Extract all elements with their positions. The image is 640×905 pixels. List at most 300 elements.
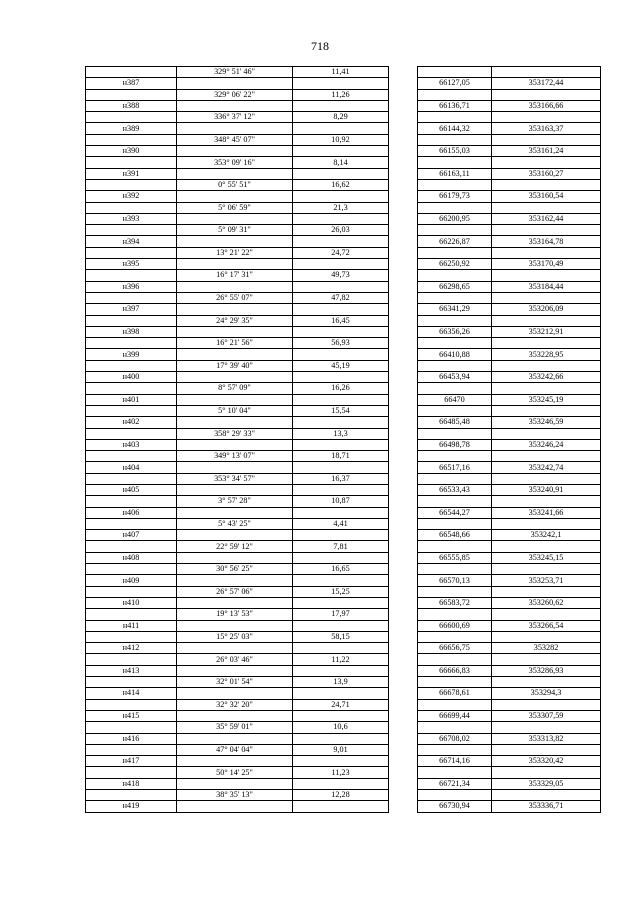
segment-row — [86, 790, 601, 801]
gap-cell — [389, 564, 418, 575]
x-coordinate-cell: 66498,78 — [418, 439, 492, 450]
length-cell — [293, 710, 389, 721]
y-coordinate-cell — [492, 112, 601, 123]
x-coordinate-cell — [418, 67, 492, 78]
point-row — [86, 191, 601, 202]
x-coordinate-cell — [418, 564, 492, 575]
x-coordinate-cell: 66721,34 — [418, 778, 492, 789]
angle-cell: 19° 13' 53" — [177, 609, 293, 620]
segment-row — [86, 654, 601, 665]
y-coordinate-cell — [492, 383, 601, 394]
angle-cell: 5° 06' 59" — [177, 202, 293, 213]
gap-cell — [389, 315, 418, 326]
point-row — [86, 349, 601, 360]
point-cell: н394 — [86, 236, 177, 247]
point-row — [86, 439, 601, 450]
gap-cell — [389, 202, 418, 213]
gap-cell — [389, 270, 418, 281]
y-coordinate-cell — [492, 564, 601, 575]
gap-cell — [389, 213, 418, 224]
y-coordinate-cell — [492, 202, 601, 213]
y-coordinate-cell — [492, 451, 601, 462]
point-row — [86, 168, 601, 179]
x-coordinate-cell: 66144,32 — [418, 123, 492, 134]
gap-cell — [389, 631, 418, 642]
gap-cell — [389, 518, 418, 529]
y-coordinate-cell — [492, 428, 601, 439]
angle-cell: 35° 59' 01" — [177, 722, 293, 733]
segment-row — [86, 722, 601, 733]
point-row — [86, 462, 601, 473]
point-cell: н404 — [86, 462, 177, 473]
x-coordinate-cell — [418, 225, 492, 236]
length-cell: 13,9 — [293, 677, 389, 688]
point-row — [86, 484, 601, 495]
point-cell: н390 — [86, 146, 177, 157]
y-coordinate-cell — [492, 89, 601, 100]
x-coordinate-cell: 66548,66 — [418, 530, 492, 541]
point-cell — [86, 383, 177, 394]
x-coordinate-cell: 66470 — [418, 394, 492, 405]
point-cell: н406 — [86, 507, 177, 518]
angle-cell: 353° 34' 57" — [177, 473, 293, 484]
length-cell — [293, 462, 389, 473]
segment-row — [86, 89, 601, 100]
point-row — [86, 146, 601, 157]
angle-cell — [177, 78, 293, 89]
point-row — [86, 417, 601, 428]
angle-cell: 358° 29' 33" — [177, 428, 293, 439]
length-cell — [293, 281, 389, 292]
point-cell — [86, 722, 177, 733]
length-cell — [293, 530, 389, 541]
gap-cell — [389, 597, 418, 608]
segment-row — [86, 744, 601, 755]
x-coordinate-cell — [418, 496, 492, 507]
y-coordinate-cell: 353240,91 — [492, 484, 601, 495]
coordinates-table-body — [86, 67, 601, 813]
point-cell — [86, 451, 177, 462]
angle-cell — [177, 372, 293, 383]
y-coordinate-cell — [492, 225, 601, 236]
y-coordinate-cell: 353162,44 — [492, 213, 601, 224]
angle-cell: 5° 43' 25" — [177, 518, 293, 529]
y-coordinate-cell — [492, 609, 601, 620]
x-coordinate-cell: 66356,26 — [418, 326, 492, 337]
x-coordinate-cell — [418, 428, 492, 439]
point-cell — [86, 405, 177, 416]
x-coordinate-cell: 66656,75 — [418, 643, 492, 654]
gap-cell — [389, 236, 418, 247]
length-cell — [293, 733, 389, 744]
x-coordinate-cell: 66136,71 — [418, 100, 492, 111]
point-row — [86, 372, 601, 383]
x-coordinate-cell: 66250,92 — [418, 259, 492, 270]
gap-cell — [389, 428, 418, 439]
point-cell: н397 — [86, 304, 177, 315]
point-cell: н413 — [86, 665, 177, 676]
y-coordinate-cell: 353160,54 — [492, 191, 601, 202]
point-cell: н407 — [86, 530, 177, 541]
gap-cell — [389, 146, 418, 157]
angle-cell — [177, 168, 293, 179]
gap-cell — [389, 699, 418, 710]
gap-cell — [389, 78, 418, 89]
x-coordinate-cell — [418, 315, 492, 326]
gap-cell — [389, 530, 418, 541]
y-coordinate-cell — [492, 157, 601, 168]
length-cell — [293, 778, 389, 789]
y-coordinate-cell: 353160,27 — [492, 168, 601, 179]
length-cell — [293, 620, 389, 631]
angle-cell — [177, 146, 293, 157]
point-cell — [86, 473, 177, 484]
segment-row — [86, 338, 601, 349]
x-coordinate-cell: 66730,94 — [418, 801, 492, 812]
point-cell — [86, 677, 177, 688]
gap-cell — [389, 756, 418, 767]
y-coordinate-cell: 353294,3 — [492, 688, 601, 699]
point-row — [86, 78, 601, 89]
angle-cell — [177, 552, 293, 563]
x-coordinate-cell — [418, 112, 492, 123]
length-cell: 10,6 — [293, 722, 389, 733]
x-coordinate-cell: 66678,61 — [418, 688, 492, 699]
angle-cell: 8° 57' 09" — [177, 383, 293, 394]
length-cell — [293, 191, 389, 202]
y-coordinate-cell — [492, 541, 601, 552]
angle-cell: 32° 01' 54" — [177, 677, 293, 688]
x-coordinate-cell: 66544,27 — [418, 507, 492, 518]
angle-cell — [177, 439, 293, 450]
x-coordinate-cell — [418, 247, 492, 258]
x-coordinate-cell — [418, 767, 492, 778]
point-cell — [86, 247, 177, 258]
point-cell — [86, 89, 177, 100]
y-coordinate-cell: 353329,05 — [492, 778, 601, 789]
segment-row — [86, 67, 601, 78]
gap-cell — [389, 609, 418, 620]
length-cell — [293, 801, 389, 812]
length-cell: 16,37 — [293, 473, 389, 484]
length-cell: 16,26 — [293, 383, 389, 394]
x-coordinate-cell — [418, 722, 492, 733]
point-row — [86, 530, 601, 541]
point-cell: н402 — [86, 417, 177, 428]
angle-cell — [177, 123, 293, 134]
x-coordinate-cell: 66708,02 — [418, 733, 492, 744]
segment-row — [86, 360, 601, 371]
y-coordinate-cell — [492, 744, 601, 755]
x-coordinate-cell: 66714,16 — [418, 756, 492, 767]
angle-cell — [177, 597, 293, 608]
x-coordinate-cell: 66600,69 — [418, 620, 492, 631]
y-coordinate-cell: 353336,71 — [492, 801, 601, 812]
gap-cell — [389, 372, 418, 383]
point-row — [86, 281, 601, 292]
point-row — [86, 620, 601, 631]
x-coordinate-cell — [418, 202, 492, 213]
angle-cell: 0° 55' 51" — [177, 179, 293, 190]
angle-cell — [177, 259, 293, 270]
segment-row — [86, 609, 601, 620]
point-row — [86, 688, 601, 699]
angle-cell — [177, 304, 293, 315]
gap-cell — [389, 304, 418, 315]
y-coordinate-cell: 353286,93 — [492, 665, 601, 676]
point-cell: н396 — [86, 281, 177, 292]
length-cell: 17,97 — [293, 609, 389, 620]
segment-row — [86, 315, 601, 326]
point-cell — [86, 631, 177, 642]
length-cell: 24,71 — [293, 699, 389, 710]
x-coordinate-cell — [418, 744, 492, 755]
y-coordinate-cell: 353246,24 — [492, 439, 601, 450]
segment-row — [86, 179, 601, 190]
y-coordinate-cell: 353241,66 — [492, 507, 601, 518]
point-cell — [86, 134, 177, 145]
x-coordinate-cell — [418, 89, 492, 100]
y-coordinate-cell — [492, 518, 601, 529]
x-coordinate-cell — [418, 451, 492, 462]
x-coordinate-cell — [418, 609, 492, 620]
angle-cell: 329° 06' 22" — [177, 89, 293, 100]
point-row — [86, 507, 601, 518]
point-cell: н411 — [86, 620, 177, 631]
gap-cell — [389, 620, 418, 631]
length-cell — [293, 123, 389, 134]
length-cell — [293, 372, 389, 383]
y-coordinate-cell: 353242,66 — [492, 372, 601, 383]
angle-cell — [177, 281, 293, 292]
point-cell: н408 — [86, 552, 177, 563]
angle-cell — [177, 620, 293, 631]
length-cell — [293, 484, 389, 495]
length-cell: 8,29 — [293, 112, 389, 123]
angle-cell — [177, 326, 293, 337]
gap-cell — [389, 360, 418, 371]
angle-cell: 26° 57' 06" — [177, 586, 293, 597]
y-coordinate-cell — [492, 767, 601, 778]
gap-cell — [389, 462, 418, 473]
point-row — [86, 552, 601, 563]
point-cell: н415 — [86, 710, 177, 721]
gap-cell — [389, 507, 418, 518]
length-cell: 11,23 — [293, 767, 389, 778]
gap-cell — [389, 688, 418, 699]
angle-cell: 336° 37' 12" — [177, 112, 293, 123]
point-row — [86, 123, 601, 134]
point-row — [86, 710, 601, 721]
segment-row — [86, 677, 601, 688]
point-row — [86, 100, 601, 111]
y-coordinate-cell: 353184,44 — [492, 281, 601, 292]
y-coordinate-cell: 353266,54 — [492, 620, 601, 631]
x-coordinate-cell — [418, 383, 492, 394]
gap-cell — [389, 722, 418, 733]
gap-cell — [389, 281, 418, 292]
length-cell: 10,92 — [293, 134, 389, 145]
gap-cell — [389, 417, 418, 428]
y-coordinate-cell — [492, 722, 601, 733]
angle-cell: 15° 25' 03" — [177, 631, 293, 642]
point-row — [86, 597, 601, 608]
gap-cell — [389, 191, 418, 202]
length-cell — [293, 394, 389, 405]
angle-cell: 50° 14' 25" — [177, 767, 293, 778]
x-coordinate-cell — [418, 518, 492, 529]
gap-cell — [389, 790, 418, 801]
length-cell — [293, 417, 389, 428]
gap-cell — [389, 586, 418, 597]
length-cell — [293, 665, 389, 676]
point-row — [86, 259, 601, 270]
x-coordinate-cell — [418, 473, 492, 484]
y-coordinate-cell — [492, 790, 601, 801]
segment-row — [86, 699, 601, 710]
angle-cell: 38° 35' 13" — [177, 790, 293, 801]
y-coordinate-cell: 353242,1 — [492, 530, 601, 541]
length-cell: 15,54 — [293, 405, 389, 416]
angle-cell — [177, 394, 293, 405]
point-cell: н417 — [86, 756, 177, 767]
x-coordinate-cell: 66583,72 — [418, 597, 492, 608]
gap-cell — [389, 451, 418, 462]
point-cell — [86, 744, 177, 755]
gap-cell — [389, 292, 418, 303]
angle-cell — [177, 100, 293, 111]
point-cell: н419 — [86, 801, 177, 812]
point-cell: н398 — [86, 326, 177, 337]
angle-cell: 348° 45' 07" — [177, 134, 293, 145]
gap-cell — [389, 67, 418, 78]
point-row — [86, 304, 601, 315]
gap-cell — [389, 157, 418, 168]
segment-row — [86, 473, 601, 484]
point-cell — [86, 67, 177, 78]
angle-cell: 47° 04' 04" — [177, 744, 293, 755]
y-coordinate-cell: 353253,71 — [492, 575, 601, 586]
point-cell: н400 — [86, 372, 177, 383]
x-coordinate-cell — [418, 677, 492, 688]
gap-cell — [389, 801, 418, 812]
angle-cell: 26° 55' 07" — [177, 292, 293, 303]
angle-cell: 16° 17' 31" — [177, 270, 293, 281]
x-coordinate-cell: 66517,16 — [418, 462, 492, 473]
y-coordinate-cell — [492, 699, 601, 710]
x-coordinate-cell — [418, 134, 492, 145]
x-coordinate-cell: 66555,85 — [418, 552, 492, 563]
point-row — [86, 665, 601, 676]
length-cell: 21,3 — [293, 202, 389, 213]
length-cell: 11,22 — [293, 654, 389, 665]
angle-cell — [177, 530, 293, 541]
coordinates-table — [85, 66, 601, 813]
point-row — [86, 326, 601, 337]
angle-cell — [177, 349, 293, 360]
gap-cell — [389, 89, 418, 100]
point-cell — [86, 564, 177, 575]
angle-cell — [177, 213, 293, 224]
point-cell — [86, 157, 177, 168]
point-cell: н387 — [86, 78, 177, 89]
angle-cell: 13° 21' 22" — [177, 247, 293, 258]
angle-cell: 3° 57' 28" — [177, 496, 293, 507]
angle-cell: 349° 13' 07" — [177, 451, 293, 462]
y-coordinate-cell: 353206,09 — [492, 304, 601, 315]
y-coordinate-cell: 353161,24 — [492, 146, 601, 157]
length-cell — [293, 304, 389, 315]
y-coordinate-cell: 353260,62 — [492, 597, 601, 608]
length-cell — [293, 552, 389, 563]
angle-cell — [177, 484, 293, 495]
length-cell — [293, 168, 389, 179]
point-cell: н391 — [86, 168, 177, 179]
x-coordinate-cell: 66699,44 — [418, 710, 492, 721]
gap-cell — [389, 552, 418, 563]
length-cell — [293, 439, 389, 450]
angle-cell — [177, 688, 293, 699]
angle-cell — [177, 462, 293, 473]
y-coordinate-cell: 353307,59 — [492, 710, 601, 721]
point-cell — [86, 428, 177, 439]
y-coordinate-cell — [492, 654, 601, 665]
gap-cell — [389, 710, 418, 721]
angle-cell: 26° 03' 46" — [177, 654, 293, 665]
x-coordinate-cell: 66163,11 — [418, 168, 492, 179]
gap-cell — [389, 123, 418, 134]
gap-cell — [389, 383, 418, 394]
y-coordinate-cell: 353282 — [492, 643, 601, 654]
gap-cell — [389, 541, 418, 552]
point-cell — [86, 496, 177, 507]
point-row — [86, 394, 601, 405]
gap-cell — [389, 247, 418, 258]
angle-cell — [177, 733, 293, 744]
x-coordinate-cell: 66485,48 — [418, 417, 492, 428]
x-coordinate-cell — [418, 270, 492, 281]
y-coordinate-cell: 353163,37 — [492, 123, 601, 134]
length-cell: 11,41 — [293, 67, 389, 78]
angle-cell: 5° 09' 31" — [177, 225, 293, 236]
segment-row — [86, 247, 601, 258]
y-coordinate-cell: 353245,19 — [492, 394, 601, 405]
segment-row — [86, 134, 601, 145]
gap-cell — [389, 168, 418, 179]
gap-cell — [389, 767, 418, 778]
length-cell: 9,01 — [293, 744, 389, 755]
length-cell: 47,82 — [293, 292, 389, 303]
segment-row — [86, 631, 601, 642]
y-coordinate-cell — [492, 247, 601, 258]
y-coordinate-cell — [492, 315, 601, 326]
x-coordinate-cell — [418, 179, 492, 190]
length-cell: 49,73 — [293, 270, 389, 281]
length-cell — [293, 597, 389, 608]
point-row — [86, 236, 601, 247]
point-cell: н410 — [86, 597, 177, 608]
point-cell: н414 — [86, 688, 177, 699]
angle-cell — [177, 801, 293, 812]
length-cell: 4,41 — [293, 518, 389, 529]
y-coordinate-cell: 353228,95 — [492, 349, 601, 360]
segment-row — [86, 564, 601, 575]
point-cell: н416 — [86, 733, 177, 744]
point-cell: н393 — [86, 213, 177, 224]
gap-cell — [389, 394, 418, 405]
x-coordinate-cell: 66666,83 — [418, 665, 492, 676]
y-coordinate-cell: 353172,44 — [492, 78, 601, 89]
